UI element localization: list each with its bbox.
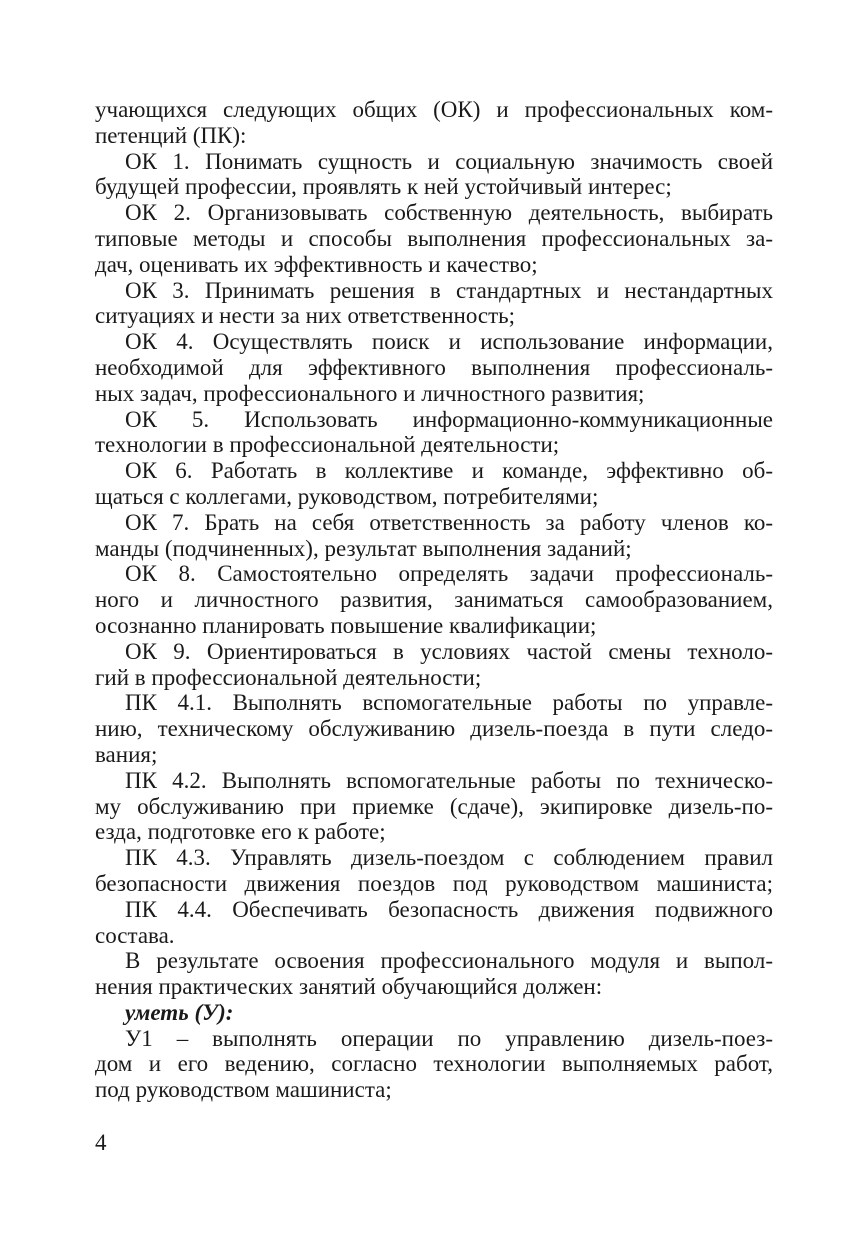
text-line: вания; xyxy=(95,741,158,767)
document-body xyxy=(95,97,773,1103)
text-line: необходимой для эффективного выполнения профессиональ- xyxy=(95,354,773,380)
text-line: петенций (ПК): xyxy=(95,122,247,148)
text-line: ного и личностного развития, заниматься самообразованием, xyxy=(95,587,773,613)
text-line: под руководством машиниста; xyxy=(95,1077,392,1103)
text-line: учающихся следующих общих (ОК) и профессиональных ком- xyxy=(95,97,773,122)
paragraph-ok1: ОК 1. Понимать сущность и социальную значимость своей xyxy=(125,148,773,174)
paragraph-pk42: ПК 4.2. Выполнять вспомогательные работы по техническо- xyxy=(125,767,773,793)
paragraph-u1: У1 – выполнять операции по управлению дизель-поез- xyxy=(125,1025,773,1051)
paragraph-ok5: ОК 5. Использовать информационно-коммуникационные xyxy=(125,406,773,432)
page-number: 4 xyxy=(95,1130,107,1155)
text-line: дач, оценивать их эффективность и качество; xyxy=(95,251,538,277)
text-line: безопасности движения поездов под руководством машиниста; xyxy=(95,870,773,896)
paragraph-ok6: ОК 6. Работать в коллективе и команде, эффективно об- xyxy=(125,458,773,484)
text-line: осознанно планировать повышение квалификации; xyxy=(95,612,597,638)
paragraph-ok9: ОК 9. Ориентироваться в условиях частой смены техноло- xyxy=(125,638,773,664)
text-line: му обслуживанию при приемке (сдаче), экипировке дизель-по- xyxy=(95,793,773,819)
paragraph-ok3: ОК 3. Принимать решения в стандартных и нестандартных xyxy=(125,277,773,303)
paragraph-result: В результате освоения профессионального модуля и выпол- xyxy=(125,948,773,974)
text-line: состава. xyxy=(95,922,175,948)
paragraph-ok2: ОК 2. Организовывать собственную деятельность, выбирать xyxy=(125,200,773,226)
paragraph-pk43: ПК 4.3. Управлять дизель-поездом с соблюдением правил xyxy=(125,845,773,871)
paragraph-ok8: ОК 8. Самостоятельно определять задачи профессиональ- xyxy=(125,561,773,587)
text-line: будущей профессии, проявлять к ней устойчивый интерес; xyxy=(95,174,672,200)
text-line: езда, подготовке его к работе; xyxy=(95,819,386,845)
text-line: технологии в профессиональной деятельности; xyxy=(95,432,560,458)
text-line: ситуациях и нести за них ответственность; xyxy=(95,303,516,329)
paragraph-pk41: ПК 4.1. Выполнять вспомогательные работы по управле- xyxy=(125,690,773,716)
text-line: ных задач, профессионального и личностного развития; xyxy=(95,380,645,406)
text-line: нию, техническому обслуживанию дизель-поезда в пути следо- xyxy=(95,716,773,742)
text-line: манды (подчиненных), результат выполнения заданий; xyxy=(95,535,632,561)
text-line: гий в профессиональной деятельности; xyxy=(95,664,482,690)
paragraph-pk44: ПК 4.4. Обеспечивать безопасность движения подвижного xyxy=(125,896,773,922)
skills-heading: уметь (У): xyxy=(125,999,234,1025)
text-line: дом и его ведению, согласно технологии выполняемых работ, xyxy=(95,1051,773,1077)
paragraph-ok4: ОК 4. Осуществлять поиск и использование информации, xyxy=(125,329,773,355)
text-line: нения практических занятий обучающийся должен: xyxy=(95,974,603,1000)
text-line: типовые методы и способы выполнения профессиональных за- xyxy=(95,225,773,251)
text-line: щаться с коллегами, руководством, потребителями; xyxy=(95,483,599,509)
paragraph-ok7: ОК 7. Брать на себя ответственность за работу членов ко- xyxy=(125,509,773,535)
